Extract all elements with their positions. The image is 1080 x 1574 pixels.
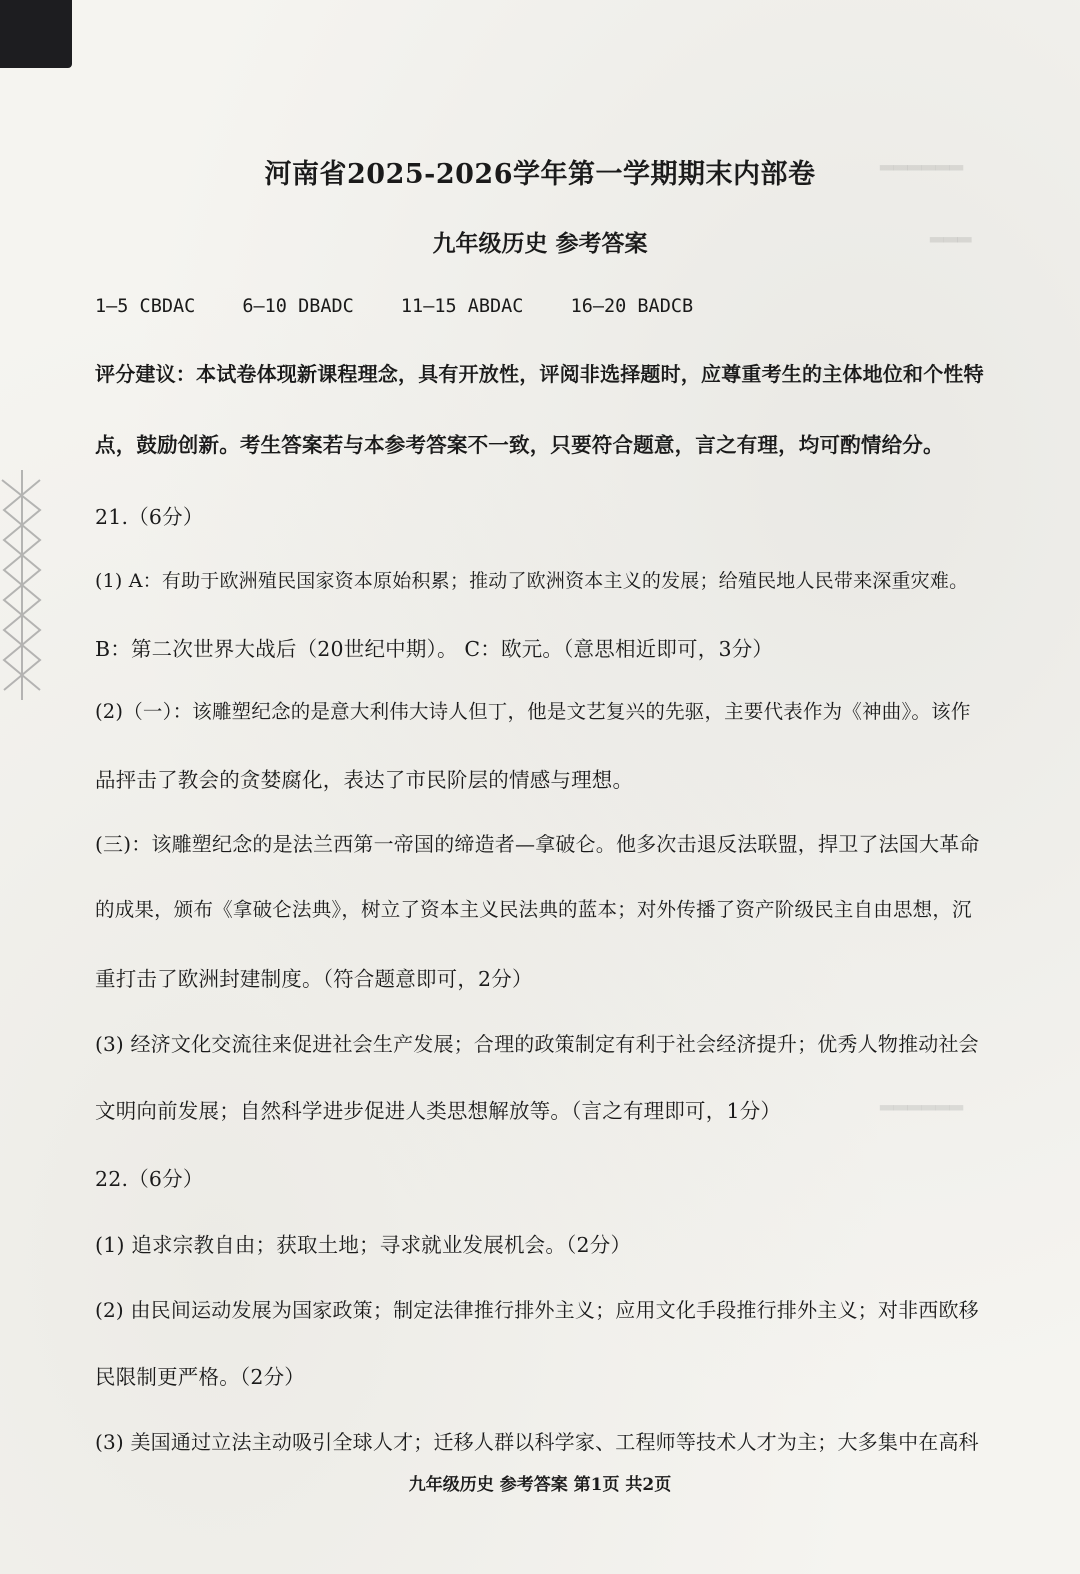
answer-line: 的成果，颁布《拿破仑法典》，树立了资本主义民法典的蓝本；对外传播了资产阶级民主自由思想，沉 — [95, 898, 972, 921]
bleed-through-mark: ▂▂▂▂▂▂ — [880, 1090, 964, 1111]
choice-answers-row — [95, 296, 729, 317]
choice-answer-group: 11—15 ABDAC — [400, 296, 524, 317]
binding-thread-mark — [0, 470, 48, 700]
choice-answer-group: 16—20 BADCB — [570, 296, 694, 317]
question-21-heading: 21.（6分） — [95, 505, 204, 529]
answer-line: 品抨击了教会的贪婪腐化，表达了市民阶层的情感与理想。 — [95, 768, 634, 792]
bleed-through-mark: ▂▂▂ — [930, 222, 972, 243]
answer-line: (2) 由民间运动发展为国家政策；制定法律推行排外主义；应用文化手段推行排外主义；对非西欧移 — [95, 1298, 979, 1322]
answer-line: (三)：该雕塑纪念的是法兰西第一帝国的缔造者—拿破仑。他多次击退反法联盟，捍卫了法国大革命 — [95, 832, 980, 856]
question-22-heading: 22.（6分） — [95, 1167, 204, 1191]
grading-note-line: 点，鼓励创新。考生答案若与本参考答案不一致，只要符合题意，言之有理，均可酌情给分。 — [95, 433, 944, 457]
answer-line: (1) A：有助于欧洲殖民国家资本原始积累；推动了欧洲资本主义的发展；给殖民地人民带来深重灾难。 — [95, 570, 969, 592]
page-title: 河南省2025-2026学年第一学期期末内部卷 — [264, 159, 816, 190]
answer-line: (1) 追求宗教自由；获取土地；寻求就业发展机会。（2分） — [95, 1233, 632, 1257]
answer-line: B：第二次世界大战后（20世纪中期）。 C：欧元。（意思相近即可，3分） — [95, 637, 774, 661]
choice-answer-group: 6—10 DBADC — [242, 296, 354, 317]
answer-line: (3) 美国通过立法主动吸引全球人才；迁移人群以科学家、工程师等技术人才为主；大多集中在高科 — [95, 1430, 979, 1454]
answer-line: 文明向前发展；自然科学进步促进人类思想解放等。（言之有理即可，1分） — [95, 1099, 782, 1123]
answer-line: (3) 经济文化交流往来促进社会生产发展；合理的政策制定有利于社会经济提升；优秀人物推动社会 — [95, 1032, 979, 1056]
page-footer: 九年级历史 参考答案 第1页 共2页 — [408, 1475, 672, 1495]
answer-line: (2)（一）：该雕塑纪念的是意大利伟大诗人但丁，他是文艺复兴的先驱，主要代表作为《神曲》。该作 — [95, 700, 971, 723]
answer-line: 重打击了欧洲封建制度。（符合题意即可，2分） — [95, 967, 533, 991]
choice-answer-group: 1—5 CBDAC — [95, 296, 196, 317]
answer-line: 民限制更严格。（2分） — [95, 1365, 305, 1389]
page-subtitle: 九年级历史 参考答案 — [432, 230, 648, 257]
bleed-through-mark: ▂▂▂▂▂▂ — [880, 150, 964, 171]
scan-corner-mark — [0, 0, 72, 68]
grading-note-line: 评分建议：本试卷体现新课程理念，具有开放性，评阅非选择题时，应尊重考生的主体地位和个性特 — [95, 362, 984, 386]
